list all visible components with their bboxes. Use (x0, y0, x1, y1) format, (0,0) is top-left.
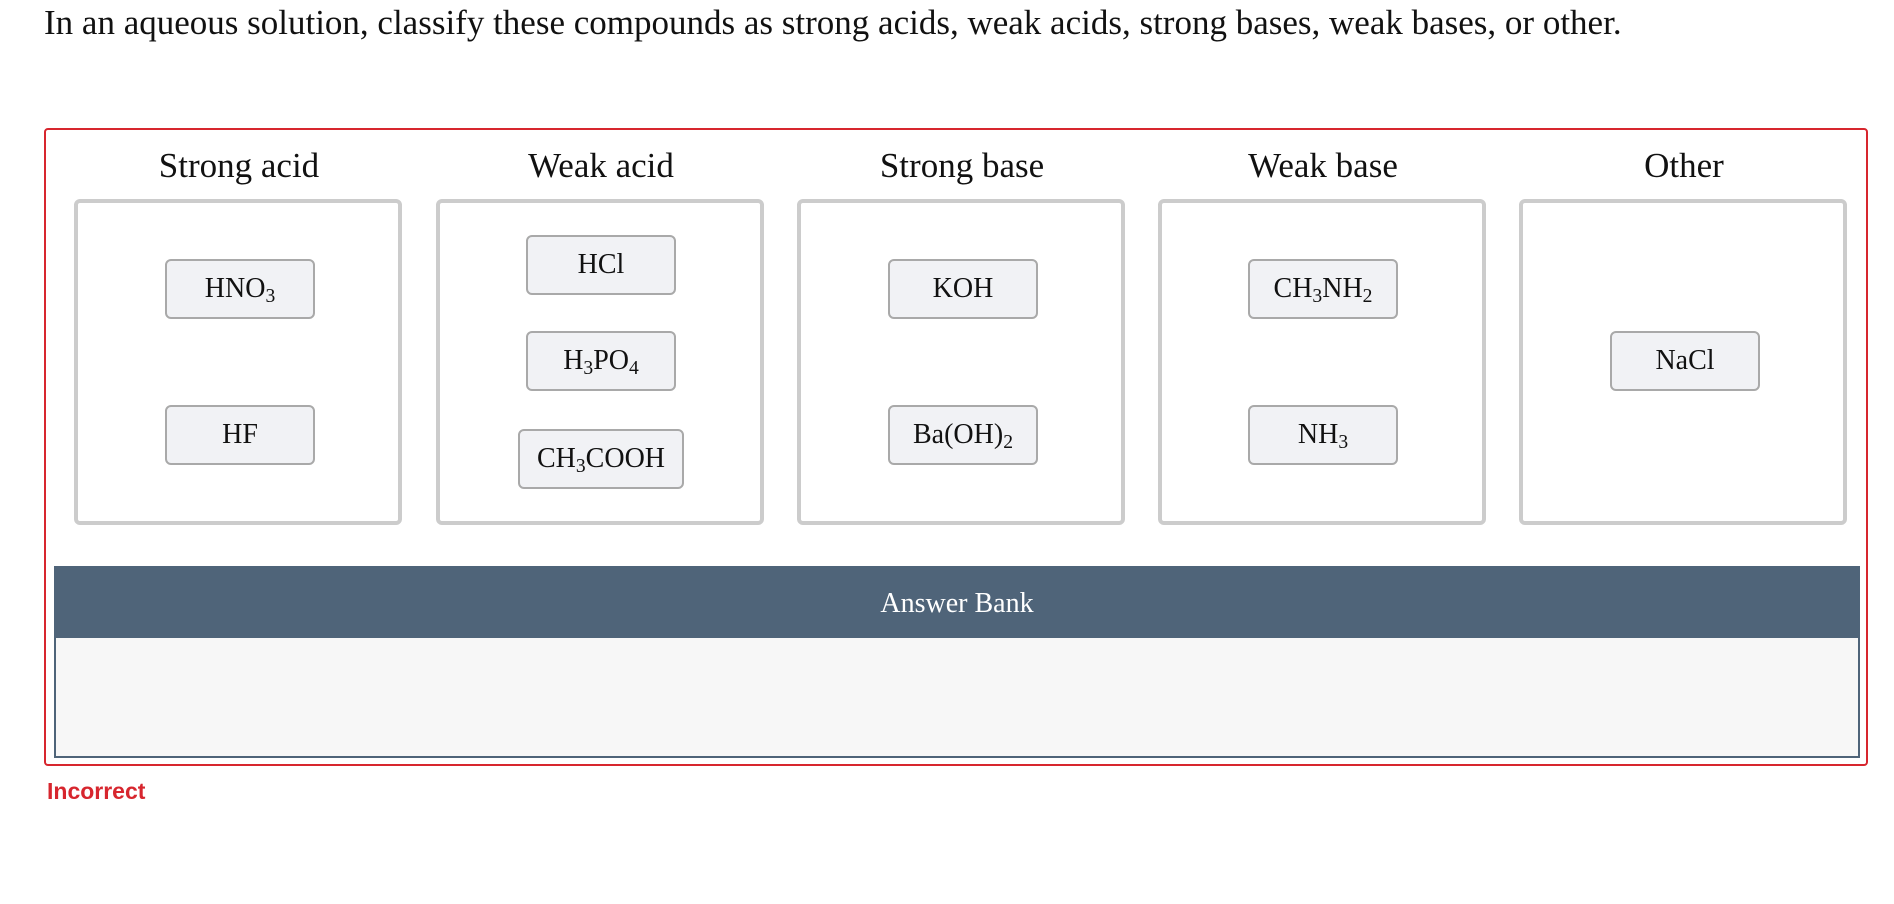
classification-area (44, 128, 1868, 766)
category-title-weak-acid: Weak acid (528, 146, 674, 185)
tile-baoh2[interactable]: $Ba(OH)_2$ (888, 405, 1038, 465)
tile-hf[interactable]: HF (165, 405, 315, 465)
answer-bank-title: Answer Bank (56, 568, 1858, 638)
tile-koh[interactable]: KOH (888, 259, 1038, 319)
category-title-strong-acid: Strong acid (158, 146, 320, 185)
tile-ch3cooh[interactable]: $CH_3COOH$ (518, 429, 684, 489)
category-title-strong-base: Strong base (879, 146, 1045, 185)
tile-h3po4[interactable]: $H_3PO_4$ (526, 331, 676, 391)
bin-strong-base[interactable] (797, 199, 1125, 525)
tile-nh3[interactable]: $NH_3$ (1248, 405, 1398, 465)
bin-other[interactable] (1519, 199, 1847, 525)
question-prompt: In an aqueous solution, classify these compounds as strong acids, weak acids, strong bases, weak bases, or other. (44, 3, 1622, 42)
bin-weak-base[interactable] (1158, 199, 1486, 525)
answer-bank[interactable] (54, 566, 1860, 758)
tile-ch3nh2[interactable]: $CH_3NH_2$ (1248, 259, 1398, 319)
category-title-weak-base: Weak base (1248, 146, 1398, 185)
result-status: Incorrect (47, 778, 146, 804)
category-title-other: Other (1644, 146, 1724, 185)
tile-hcl[interactable]: HCl (526, 235, 676, 295)
tile-hno3[interactable]: $HNO_3$ (165, 259, 315, 319)
bin-weak-acid[interactable] (436, 199, 764, 525)
tile-nacl[interactable]: NaCl (1610, 331, 1760, 391)
bin-strong-acid[interactable] (74, 199, 402, 525)
